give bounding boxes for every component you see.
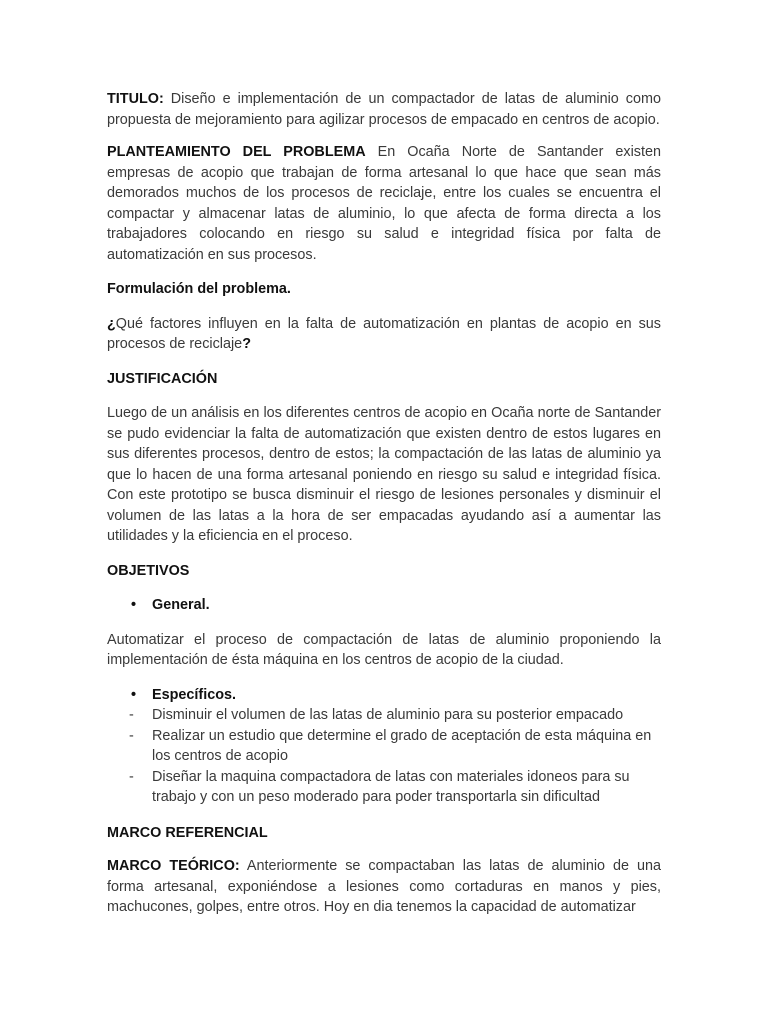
question-open-mark: ¿	[107, 315, 116, 332]
question-text: Qué factores influyen en la falta de automatización en plantas de acopio en sus procesos de reciclaje	[107, 315, 661, 352]
planteamiento-paragraph	[107, 142, 661, 265]
dash-icon: -	[129, 727, 134, 744]
dash-icon: -	[129, 768, 134, 785]
general-text: Automatizar el proceso de compactación de latas de aluminio proponiendo la implementación de ésta máquina en los centros de acopio de la ciudad.	[107, 631, 661, 668]
list-item	[107, 705, 661, 726]
bullet-icon: •	[131, 686, 137, 703]
dash-icon: -	[129, 707, 134, 723]
list-item-text: Realizar un estudio que determine el grado de aceptación de esta máquina en los centros de acopio	[152, 727, 652, 764]
titulo-paragraph	[107, 89, 661, 130]
list-item	[107, 767, 661, 808]
justificacion-heading: JUSTIFICACIÓN	[107, 370, 218, 387]
titulo-text: Diseño e implementación de un compactador de latas de aluminio como propuesta de mejoramiento para agilizar procesos de empacado en centros de acopio.	[107, 91, 661, 128]
list-item-text: Disminuir el volumen de las latas de aluminio para su posterior empacado	[152, 707, 624, 723]
list-item-text: Diseñar la maquina compactadora de latas con materiales idoneos para su trabajo y con un peso moderado para poder transportarla sin dificultad	[152, 768, 630, 805]
formulacion-heading: Formulación del problema.	[107, 281, 291, 297]
justificacion-paragraph: Luego de un análisis en los diferentes centros de acopio en Ocaña norte de Santander se pudo evidenciar la falta de automatización que existen dentro de estos lugares en sus diferentes procesos, dentro de estos; la compactación de las latas de aluminio ya que lo hacen de una forma artesanal poniendo en riesgo su salud e integridad física. Con este prototipo se busca disminuir el riesgo de lesiones personales y disminuir el volumen de las latas a la hora de ser empacadas ayudando así a aumentar las utilidades y la eficiencia en el proceso.	[107, 405, 661, 544]
planteamiento-text: En Ocaña Norte de Santander existen empresas de acopio que trabajan de forma artesanal lo que hace que sean más demorados muchos de los procesos de reciclaje, entre los cuales se encuentra el compactar y almacenar latas de aluminio, lo que afecta de forma directa a los trabajadores colocando en riesgo su salud e integridad física por falta de automatización en sus procesos.	[107, 144, 661, 263]
list-item	[107, 726, 661, 767]
general-label: General.	[152, 597, 210, 613]
bullet-icon: •	[131, 597, 137, 613]
formulacion-question	[107, 314, 661, 355]
general-bullet	[107, 595, 661, 616]
marco-teorico-label: MARCO TEÓRICO:	[107, 858, 240, 874]
marco-teorico-text: Anteriormente se compactaban las latas de aluminio de una forma artesanal, exponiéndose a lesiones como cortaduras en manos y pies, machucones, golpes, entre otros. Hoy en dia tenemos la capacidad de automatizar	[107, 858, 661, 915]
especificos-list	[107, 685, 661, 808]
titulo-label: TITULO:	[107, 91, 164, 107]
question-close-mark: ?	[242, 336, 251, 352]
objetivos-heading: OBJETIVOS	[107, 562, 190, 579]
planteamiento-label: PLANTEAMIENTO DEL PROBLEMA	[107, 144, 366, 160]
especificos-label: Específicos.	[152, 686, 236, 703]
marco-referencial-heading: MARCO REFERENCIAL	[107, 824, 268, 841]
especificos-bullet	[107, 685, 661, 706]
marco-teorico-paragraph	[107, 856, 661, 918]
